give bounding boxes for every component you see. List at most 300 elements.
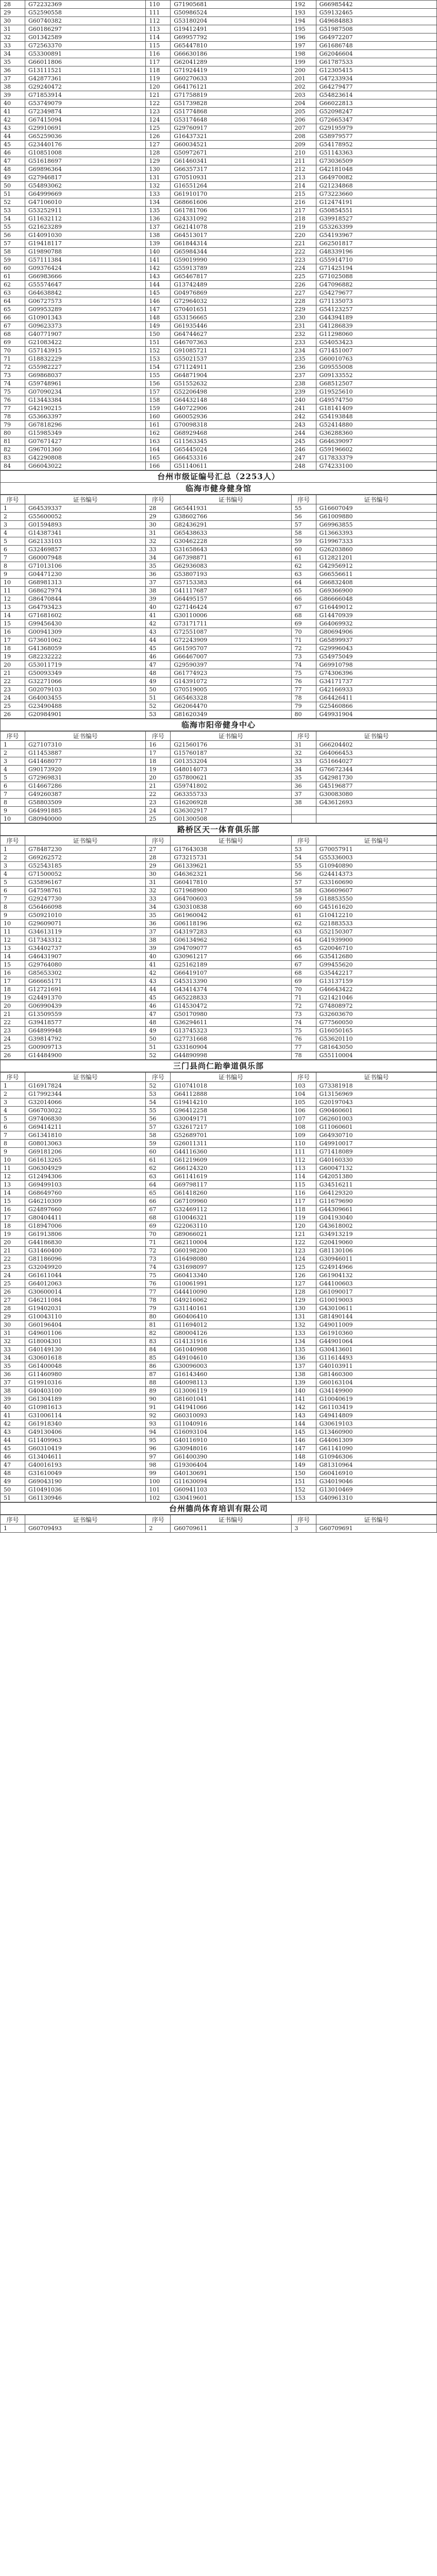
row-seq: 209: [291, 141, 316, 149]
row-seq: 27: [1, 1296, 25, 1304]
row-seq: 34: [291, 766, 316, 774]
row-certificate-code: G80694906: [316, 628, 436, 636]
row-certificate-code: G65899937: [316, 636, 436, 645]
row-seq: 25: [146, 815, 171, 823]
row-seq: 134: [146, 198, 171, 207]
row-certificate-code: G11040916: [171, 1420, 291, 1428]
certificate-group: [0, 470, 437, 719]
row-seq: 219: [291, 223, 316, 231]
row-seq: 12: [1, 1173, 25, 1181]
row-certificate-code: G16093104: [171, 1428, 291, 1436]
row-certificate-code: G70057911: [316, 845, 436, 854]
row-certificate-code: G71451007: [316, 347, 436, 355]
table-row: [1, 141, 437, 149]
row-seq: 55: [291, 862, 316, 870]
row-seq: 6: [1, 887, 25, 895]
table-row: [1, 413, 437, 421]
row-certificate-code: G65984344: [171, 248, 291, 256]
row-certificate-code: G61103419: [316, 1403, 436, 1412]
row-seq: 135: [291, 1346, 316, 1354]
row-certificate-code: G73381918: [316, 1082, 436, 1090]
row-seq: 47: [146, 1010, 171, 1019]
row-certificate-code: G00909713: [25, 1043, 146, 1052]
row-certificate-code: G17992344: [25, 1090, 146, 1098]
row-seq: 73: [291, 653, 316, 661]
row-seq: 54: [146, 1098, 171, 1107]
row-certificate-code: G36288360: [316, 429, 436, 437]
table-row: [1, 1247, 437, 1255]
row-certificate-code: G39418577: [25, 1019, 146, 1027]
row-seq: 7: [1, 554, 25, 562]
row-certificate-code: G51664027: [316, 757, 436, 766]
table-row: [1, 807, 437, 815]
row-seq: 34: [1, 50, 25, 58]
row-seq: 148: [146, 314, 171, 322]
row-certificate-code: G65228833: [171, 994, 291, 1002]
table-row: [1, 694, 437, 702]
row-seq: 16: [146, 741, 171, 749]
row-seq: 126: [146, 132, 171, 141]
row-seq: 126: [291, 1272, 316, 1280]
row-seq: 146: [291, 1436, 316, 1445]
table-row: [1, 1403, 437, 1412]
row-seq: 221: [291, 240, 316, 248]
row-seq: 32: [1, 33, 25, 42]
row-certificate-code: G61613265: [25, 1156, 146, 1164]
row-seq: 8: [1, 562, 25, 570]
row-seq: 94: [146, 1428, 171, 1436]
table-row: [1, 1043, 437, 1052]
row-seq: 64: [291, 936, 316, 944]
row-seq: 83: [146, 1337, 171, 1346]
row-seq: 32: [291, 749, 316, 757]
row-seq: 122: [291, 1239, 316, 1247]
row-certificate-code: G51987508: [316, 25, 436, 33]
row-certificate-code: G57111384: [25, 256, 146, 264]
row-seq: 51: [146, 1043, 171, 1052]
row-certificate-code: G96701360: [25, 446, 146, 454]
column-header-seq: 序号: [1, 495, 25, 504]
column-header-code: 证书编号: [316, 1515, 436, 1524]
row-certificate-code: G12821201: [316, 554, 436, 562]
row-certificate-code: G50093349: [25, 669, 146, 677]
row-certificate-code: G72243909: [171, 636, 291, 645]
row-certificate-code: G66419107: [171, 969, 291, 977]
row-seq: 31: [146, 529, 171, 537]
row-seq: 21: [146, 782, 171, 790]
row-seq: 42: [146, 969, 171, 977]
row-seq: 21: [1, 1247, 25, 1255]
column-header-code: 证书编号: [171, 495, 291, 504]
certificate-group: [0, 823, 437, 1060]
row-certificate-code: G10412210: [316, 911, 436, 920]
row-seq: 53: [1, 207, 25, 215]
group-heading: [0, 823, 437, 836]
row-certificate-code: G96412258: [171, 1107, 291, 1115]
row-certificate-code: G14667286: [25, 782, 146, 790]
table-row: [1, 1321, 437, 1329]
row-certificate-code: G40103911: [316, 1362, 436, 1370]
row-seq: 54: [1, 215, 25, 223]
table-row: [1, 1296, 437, 1304]
row-certificate-code: G61904132: [316, 1272, 436, 1280]
row-seq: 124: [291, 1255, 316, 1263]
table-row: [1, 661, 437, 669]
row-certificate-code: G15985349: [25, 429, 146, 437]
row-certificate-code: G44890998: [171, 1052, 291, 1060]
row-seq: 204: [291, 99, 316, 108]
row-seq: 229: [291, 306, 316, 314]
row-seq: 70: [146, 1230, 171, 1239]
table-row: [1, 1148, 437, 1156]
row-seq: 31: [1, 25, 25, 33]
table-row: [1, 207, 437, 215]
table-row: [1, 677, 437, 686]
table-row: [1, 1, 437, 9]
row-seq: 18: [1, 645, 25, 653]
row-certificate-code: G34171737: [316, 677, 436, 686]
row-seq: 153: [291, 1494, 316, 1502]
row-seq: 149: [146, 322, 171, 330]
row-seq: 121: [146, 91, 171, 99]
row-certificate-code: G42051380: [316, 1173, 436, 1181]
row-certificate-code: G35442217: [316, 969, 436, 977]
row-seq: 32: [146, 887, 171, 895]
row-seq: 203: [291, 91, 316, 99]
row-certificate-code: G14131916: [171, 1337, 291, 1346]
row-certificate-code: G51774868: [171, 108, 291, 116]
row-certificate-code: G54193848: [316, 413, 436, 421]
row-certificate-code: G61418260: [171, 1189, 291, 1197]
row-seq: 77: [1, 404, 25, 413]
row-seq: 47: [1, 1461, 25, 1469]
row-certificate-code: G86470844: [25, 595, 146, 603]
row-seq: 86: [146, 1362, 171, 1370]
row-seq: 92: [146, 1412, 171, 1420]
row-certificate-code: G13111521: [25, 66, 146, 75]
table-row: [1, 223, 437, 231]
row-certificate-code: G62501817: [316, 240, 436, 248]
row-seq: 40: [1, 1403, 25, 1412]
row-certificate-code: G71425194: [316, 264, 436, 273]
table-row: [1, 612, 437, 620]
row-seq: 155: [146, 371, 171, 380]
row-seq: 76: [291, 1035, 316, 1043]
row-seq: 39: [1, 1395, 25, 1403]
row-certificate-code: G68981313: [25, 579, 146, 587]
row-certificate-code: G64176121: [171, 83, 291, 91]
row-certificate-code: G60007948: [25, 554, 146, 562]
row-certificate-code: G32617217: [171, 1123, 291, 1131]
row-certificate-code: G64066453: [316, 749, 436, 757]
row-seq: 129: [291, 1296, 316, 1304]
row-seq: 143: [291, 1412, 316, 1420]
row-seq: 7: [1, 790, 25, 799]
row-seq: 45: [146, 645, 171, 653]
table-row: [1, 1486, 437, 1494]
row-seq: 56: [291, 870, 316, 878]
row-certificate-code: G67109960: [171, 1197, 291, 1206]
column-header-seq: 序号: [1, 732, 25, 741]
row-certificate-code: G43010611: [316, 1304, 436, 1313]
row-certificate-code: G76672344: [316, 766, 436, 774]
row-certificate-code: G30601618: [25, 1354, 146, 1362]
row-certificate-code: G71905681: [171, 1, 291, 9]
row-certificate-code: G14391072: [171, 677, 291, 686]
row-certificate-code: G25460866: [316, 702, 436, 710]
table-row: [1, 546, 437, 554]
row-seq: 234: [291, 347, 316, 355]
row-certificate-code: G82232222: [25, 653, 146, 661]
row-seq: 10: [1, 1156, 25, 1164]
row-seq: 28: [146, 504, 171, 513]
row-certificate-code: G30948016: [171, 1445, 291, 1453]
row-certificate-code: G50170980: [171, 1010, 291, 1019]
row-certificate-code: G44116360: [171, 1148, 291, 1156]
table-row: [1, 944, 437, 953]
row-certificate-code: G13404611: [25, 1453, 146, 1461]
row-seq: 45: [1, 141, 25, 149]
row-certificate-code: G47233934: [316, 75, 436, 83]
row-seq: 48: [1, 165, 25, 174]
table-header-row: [1, 1515, 437, 1524]
row-certificate-code: G52543185: [25, 862, 146, 870]
table-row: [1, 240, 437, 248]
row-seq: [291, 815, 316, 823]
row-seq: 16: [1, 1206, 25, 1214]
row-certificate-code: G97406830: [25, 1115, 146, 1123]
row-seq: 192: [291, 1, 316, 9]
row-certificate-code: G21083422: [25, 338, 146, 347]
row-certificate-code: G60413340: [171, 1272, 291, 1280]
table-row: [1, 620, 437, 628]
row-seq: 151: [291, 1478, 316, 1486]
row-certificate-code: G27946817: [25, 174, 146, 182]
row-seq: 38: [146, 587, 171, 595]
row-certificate-code: G29195979: [316, 124, 436, 132]
group-heading: [0, 719, 437, 731]
row-seq: 140: [291, 1387, 316, 1395]
row-certificate-code: G41941066: [171, 1403, 291, 1412]
row-certificate-code: G32271066: [25, 677, 146, 686]
table-row: [1, 749, 437, 757]
row-seq: 5: [1, 878, 25, 887]
table-row: [1, 429, 437, 437]
row-seq: 42: [1, 1420, 25, 1428]
row-seq: 72: [291, 645, 316, 653]
row-seq: 33: [1, 1346, 25, 1354]
row-certificate-code: G64513017: [171, 231, 291, 240]
row-seq: 143: [146, 273, 171, 281]
row-certificate-code: G55913789: [171, 264, 291, 273]
row-certificate-code: G33160690: [316, 878, 436, 887]
row-certificate-code: G30083080: [316, 790, 436, 799]
row-seq: 74: [291, 661, 316, 669]
row-certificate-code: G10491036: [25, 1486, 146, 1494]
row-certificate-code: G10981613: [25, 1403, 146, 1412]
row-certificate-code: G53749079: [25, 99, 146, 108]
row-certificate-code: G77560050: [316, 1019, 436, 1027]
row-certificate-code: G16437321: [171, 132, 291, 141]
row-seq: 197: [291, 42, 316, 50]
row-certificate-code: G64744627: [171, 330, 291, 338]
row-seq: 22: [1, 677, 25, 686]
row-certificate-code: G42956912: [316, 562, 436, 570]
row-seq: 38: [1, 83, 25, 91]
row-certificate-code: G31658643: [171, 546, 291, 554]
row-certificate-code: G53180204: [171, 17, 291, 25]
group-subtitle: 路桥区天一体育俱乐部: [1, 824, 436, 836]
row-seq: 2: [1, 513, 25, 521]
table-row: [1, 1131, 437, 1140]
table-row: [1, 1445, 437, 1453]
column-header-code: 证书编号: [25, 732, 146, 741]
row-seq: 158: [146, 396, 171, 404]
table-row: [1, 1255, 437, 1263]
row-seq: 59: [1, 256, 25, 264]
table-row: [1, 190, 437, 198]
row-certificate-code: G06134962: [171, 936, 291, 944]
row-seq: 244: [291, 429, 316, 437]
row-seq: 42: [146, 620, 171, 628]
table-row: [1, 1115, 437, 1123]
table-row: [1, 157, 437, 165]
row-certificate-code: G09623373: [25, 322, 146, 330]
row-certificate-code: G66983666: [25, 273, 146, 281]
table-row: [1, 50, 437, 58]
row-certificate-code: G72232369: [25, 1, 146, 9]
row-seq: 15: [1, 620, 25, 628]
row-certificate-code: G42290808: [25, 454, 146, 462]
row-seq: 214: [291, 182, 316, 190]
row-seq: 141: [291, 1395, 316, 1403]
row-seq: 1: [1, 1524, 25, 1533]
row-certificate-code: G68661606: [171, 198, 291, 207]
row-seq: 67: [291, 603, 316, 612]
row-seq: 228: [291, 297, 316, 306]
row-seq: 48: [146, 1019, 171, 1027]
row-certificate-code: G64899948: [25, 1027, 146, 1035]
row-certificate-code: G16551264: [171, 182, 291, 190]
row-certificate-code: G71013106: [25, 562, 146, 570]
table-row: [1, 330, 437, 338]
row-certificate-code: G31610049: [25, 1469, 146, 1478]
row-certificate-code: G34019046: [316, 1478, 436, 1486]
row-seq: 14: [1, 1189, 25, 1197]
row-seq: 82: [1, 446, 25, 454]
row-certificate-code: G66832408: [316, 579, 436, 587]
row-certificate-code: G64972207: [316, 33, 436, 42]
row-certificate-code: G81490144: [316, 1313, 436, 1321]
row-certificate-code: G06727573: [25, 297, 146, 306]
row-seq: 147: [291, 1445, 316, 1453]
row-certificate-code: G52689701: [171, 1131, 291, 1140]
row-seq: 45: [146, 994, 171, 1002]
table-row: [1, 537, 437, 546]
row-seq: 104: [291, 1090, 316, 1098]
row-certificate-code: G69798117: [171, 1181, 291, 1189]
table-row: [1, 595, 437, 603]
table-row: [1, 686, 437, 694]
row-seq: 95: [146, 1436, 171, 1445]
row-seq: 154: [146, 363, 171, 371]
group-heading: [0, 470, 437, 495]
row-seq: 30: [1, 17, 25, 25]
row-certificate-code: G31140161: [171, 1304, 291, 1313]
row-seq: 78: [291, 1052, 316, 1060]
row-certificate-code: G60406410: [171, 1313, 291, 1321]
row-certificate-code: G80404411: [25, 1214, 146, 1222]
row-certificate-code: G14091030: [25, 231, 146, 240]
row-certificate-code: G60709493: [25, 1524, 146, 1533]
row-certificate-code: G31006114: [25, 1412, 146, 1420]
table-row: [1, 182, 437, 190]
row-seq: 38: [146, 936, 171, 944]
row-certificate-code: G65259036: [25, 132, 146, 141]
column-header-seq: 序号: [146, 836, 171, 845]
group-subtitle: 台州德尚体育培训有限公司: [1, 1503, 436, 1515]
row-certificate-code: G07671427: [25, 437, 146, 446]
row-seq: 8: [1, 903, 25, 911]
table-row: [1, 1337, 437, 1346]
row-certificate-code: G35896167: [25, 878, 146, 887]
table-row: [1, 149, 437, 157]
row-seq: 39: [1, 91, 25, 99]
row-seq: 83: [1, 454, 25, 462]
table-row: [1, 1387, 437, 1395]
row-certificate-code: G10040619: [316, 1395, 436, 1403]
row-certificate-code: G10901343: [25, 314, 146, 322]
row-seq: 60: [291, 546, 316, 554]
row-seq: 68: [291, 612, 316, 620]
row-certificate-code: G90460601: [316, 1107, 436, 1115]
row-seq: 135: [146, 207, 171, 215]
row-seq: 66: [1, 314, 25, 322]
row-seq: 74: [146, 1263, 171, 1272]
row-certificate-code: G55574647: [25, 281, 146, 289]
row-seq: 240: [291, 396, 316, 404]
row-certificate-code: G24914966: [316, 1263, 436, 1272]
row-seq: 118: [146, 66, 171, 75]
row-certificate-code: G74808972: [316, 1002, 436, 1010]
row-seq: 60: [1, 264, 25, 273]
row-certificate-code: G11614493: [316, 1354, 436, 1362]
row-certificate-code: G64012063: [25, 1280, 146, 1288]
row-certificate-code: G70510931: [171, 174, 291, 182]
row-certificate-code: G82436291: [171, 521, 291, 529]
row-certificate-code: G64871904: [171, 371, 291, 380]
row-seq: 10: [1, 579, 25, 587]
row-seq: 16: [1, 969, 25, 977]
certificate-table: [0, 1072, 437, 1502]
row-certificate-code: G04976869: [171, 289, 291, 297]
table-row: [1, 371, 437, 380]
table-row: [1, 273, 437, 281]
row-seq: 12: [1, 595, 25, 603]
row-seq: 27: [146, 845, 171, 854]
row-certificate-code: G34149900: [316, 1387, 436, 1395]
row-seq: [291, 807, 316, 815]
table-row: [1, 1461, 437, 1469]
row-certificate-code: G12494306: [25, 1173, 146, 1181]
row-seq: 195: [291, 25, 316, 33]
row-seq: 68: [146, 1214, 171, 1222]
row-seq: 232: [291, 330, 316, 338]
row-seq: 61: [291, 911, 316, 920]
row-certificate-code: G50986524: [171, 9, 291, 17]
row-certificate-code: G61141619: [171, 1173, 291, 1181]
row-seq: 139: [146, 240, 171, 248]
